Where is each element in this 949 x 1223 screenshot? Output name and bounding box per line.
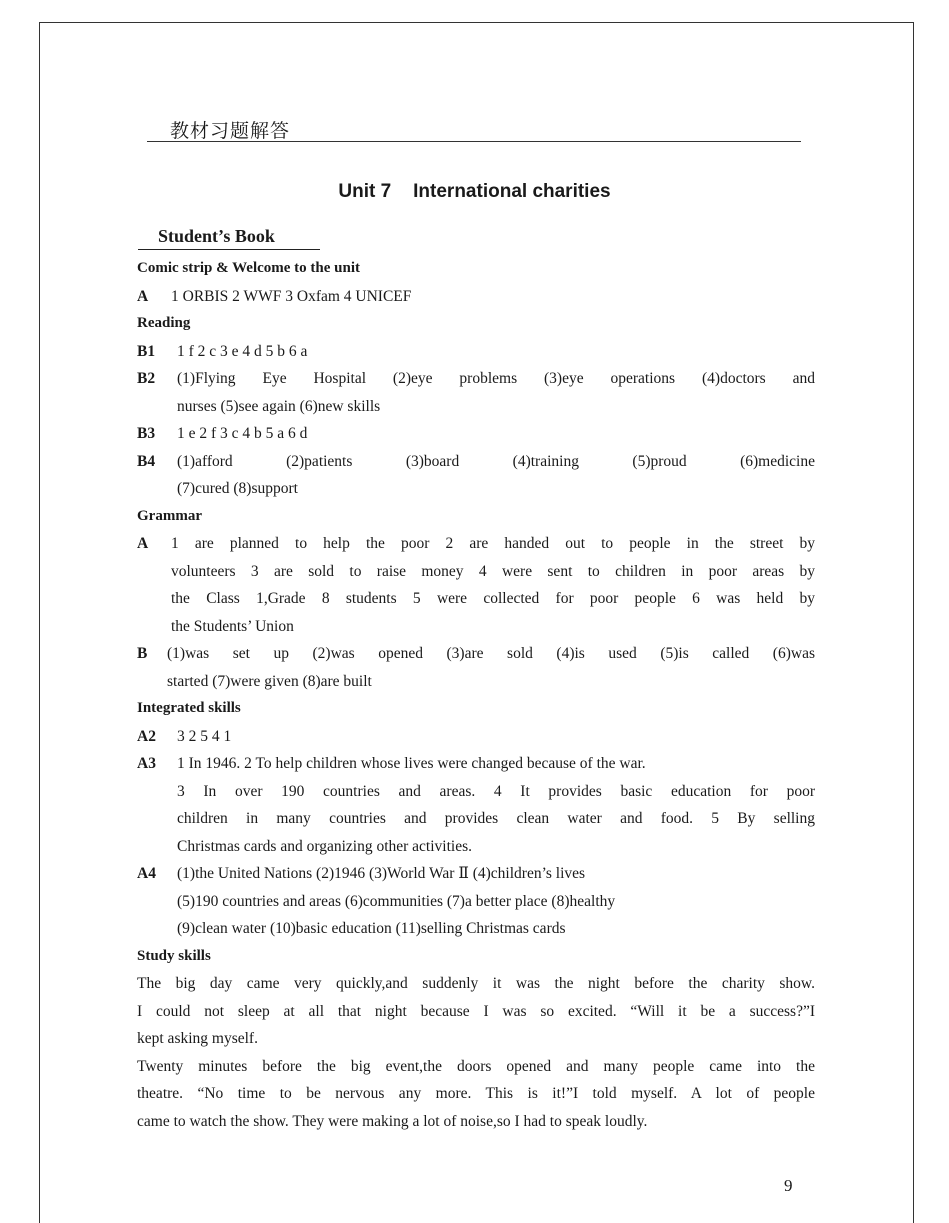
- unit-name: International charities: [413, 181, 611, 202]
- answer-text: 1 In 1946. 2 To help children whose lives were changed because of the war.: [177, 755, 646, 772]
- integrated-a4-cont: (5)190 countries and areas (6)communities (7)a better place (8)healthy: [177, 892, 616, 910]
- unit-number: Unit 7: [338, 181, 392, 202]
- grammar-b-cont: started (7)were given (8)are built: [167, 672, 372, 690]
- comic-answer-a: [137, 283, 815, 311]
- answer-text: (1)was set up (2)was opened (3)are sold (4)is used (5)is called (6)was: [167, 645, 815, 662]
- label-a2: A2: [137, 727, 156, 745]
- students-book-rule: [138, 249, 320, 250]
- answer-text: 3 2 5 4 1: [177, 727, 232, 745]
- answer-text: (1)the United Nations (2)1946 (3)World War Ⅱ (4)children’s lives: [177, 865, 586, 882]
- study-paragraph-1: kept asking myself.: [137, 1030, 258, 1047]
- study-paragraph-1: The big day came very quickly,and suddenly it was the night before the charity show.: [137, 975, 815, 992]
- label-a: A: [137, 287, 149, 305]
- integrated-a2: [137, 723, 815, 751]
- section-integrated: Integrated skills: [137, 700, 241, 716]
- label-a3: A3: [137, 755, 156, 772]
- answer-text: 1 are planned to help the poor 2 are handed out to people in the street by: [171, 535, 815, 552]
- grammar-a: [137, 530, 815, 558]
- reading-b4-cont: (7)cured (8)support: [177, 480, 298, 497]
- section-grammar: Grammar: [137, 507, 202, 524]
- integrated-a3-cont: 3 In over 190 countries and areas. 4 It provides basic education for poor: [177, 782, 815, 800]
- study-paragraph-1: I could not sleep at all that night because I was so excited. “Will it be a success?”I: [137, 1002, 815, 1020]
- reading-b1: [137, 338, 815, 366]
- integrated-a3-cont: children in many countries and provides clean water and food. 5 By selling: [177, 810, 815, 827]
- students-book-heading: Student’s Book: [158, 226, 275, 246]
- integrated-a4: [137, 860, 815, 888]
- label-b3: B3: [137, 425, 156, 442]
- grammar-a-cont: the Students’ Union: [171, 617, 294, 635]
- answer-text: 1 f 2 c 3 e 4 d 5 b 6 a: [177, 342, 308, 360]
- reading-b4: [137, 448, 815, 476]
- reading-b2-cont: nurses (5)see again (6)new skills: [177, 397, 381, 415]
- study-paragraph-2: theatre. “No time to be nervous any more. This is it!”I told myself. A lot of people: [137, 1085, 815, 1102]
- answer-text: 1 e 2 f 3 c 4 b 5 a 6 d: [177, 425, 308, 442]
- answer-text: (1)afford (2)patients (3)board (4)training (5)proud (6)medicine: [177, 452, 815, 470]
- reading-b2: [137, 365, 815, 393]
- study-paragraph-2: Twenty minutes before the big event,the doors opened and many people came into the: [137, 1057, 815, 1075]
- section-study: Study skills: [137, 947, 211, 964]
- integrated-a3: [137, 750, 815, 778]
- section-comic: Comic strip & Welcome to the unit: [137, 260, 361, 276]
- integrated-a4-cont: (9)clean water (10)basic education (11)selling Christmas cards: [177, 920, 566, 937]
- label-a: A: [137, 535, 149, 552]
- label-b2: B2: [137, 370, 156, 387]
- unit-title: [0, 181, 949, 203]
- grammar-b: [137, 640, 815, 668]
- label-a4: A4: [137, 865, 156, 882]
- label-b1: B1: [137, 342, 156, 360]
- answer-text: (1)Flying Eye Hospital (2)eye problems (3)eye operations (4)doctors and: [177, 370, 815, 387]
- grammar-a-cont: volunteers 3 are sold to raise money 4 were sent to children in poor areas by: [171, 562, 815, 580]
- answer-content: [137, 255, 815, 1135]
- label-b: B: [137, 645, 148, 662]
- page-number: 9: [784, 1176, 793, 1195]
- running-header: 教材习题解答: [170, 120, 291, 142]
- integrated-a3-cont: Christmas cards and organizing other activities.: [177, 837, 472, 855]
- header-rule: [147, 141, 801, 142]
- study-paragraph-2: came to watch the show. They were making a lot of noise,so I had to speak loudly.: [137, 1112, 648, 1130]
- section-reading: Reading: [137, 315, 191, 331]
- answer-text: 1 ORBIS 2 WWF 3 Oxfam 4 UNICEF: [171, 287, 412, 305]
- reading-b3: [137, 420, 815, 448]
- label-b4: B4: [137, 452, 156, 470]
- grammar-a-cont: the Class 1,Grade 8 students 5 were collected for poor people 6 was held by: [171, 590, 815, 607]
